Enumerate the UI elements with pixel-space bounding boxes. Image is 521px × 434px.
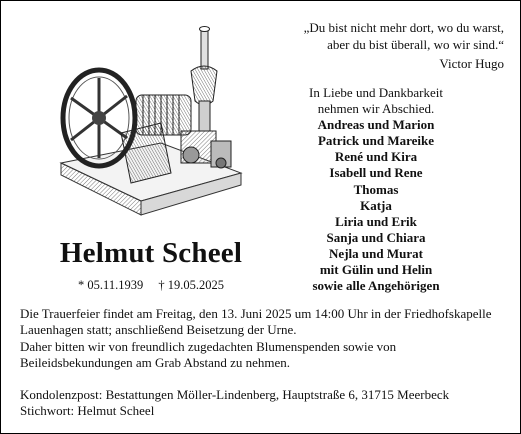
- mourner-name: mit Gülin und Helin: [319, 262, 433, 278]
- mourner-name: Patrick und Mareike: [317, 133, 435, 149]
- mourners-list: [276, 85, 476, 294]
- mourner-name: sowie alle Angehörigen: [312, 278, 440, 294]
- mourner-name: Isabell und Rene: [329, 165, 423, 181]
- deceased-name: Helmut Scheel: [59, 237, 243, 269]
- mourner-name: Nejla und Murat: [329, 245, 423, 261]
- mourner-name: Andreas und Marion: [317, 117, 435, 133]
- quote-line: aber du bist überall, wo wir sind.“: [327, 37, 504, 52]
- mourner-name: Sanja und Chiara: [326, 229, 426, 245]
- mourner-name: Thomas: [353, 181, 399, 197]
- notice-line: Beileidsbekundungen am Grab Abstand zu nehmen.: [20, 354, 291, 370]
- birth-date: * 05.11.1939: [78, 278, 144, 292]
- quote-author: Victor Hugo: [439, 56, 504, 71]
- mourner-name: Katja: [360, 197, 392, 213]
- life-dates: [41, 277, 261, 293]
- contact-line: Stichwort: Helmut Scheel: [20, 403, 155, 419]
- paragraph-spacer: [20, 371, 510, 387]
- quote-line: „Du bist nicht mehr dort, wo du warst,: [303, 20, 504, 35]
- notice-line: Daher bitten wir von freundlich zugedachten Blumenspenden sowie von: [20, 338, 397, 354]
- notice-line: Die Trauerfeier findet am Freitag, den 13. Juni 2025 um 14:00 Uhr in der Friedhofskapelle: [20, 306, 492, 321]
- contact-line: Kondolenzpost: Bestattungen Möller-Lindenberg, Hauptstraße 6, 31715 Meerbeck: [20, 387, 450, 403]
- steam-engine-icon: [41, 23, 251, 223]
- intro-line: In Liebe und Dankbarkeit: [309, 85, 443, 100]
- death-date: † 19.05.2025: [158, 278, 224, 292]
- notice-line: Lauenhagen statt; anschließend Beisetzung der Urne.: [20, 322, 297, 338]
- intro-line: nehmen wir Abschied.: [317, 101, 435, 117]
- mourner-name: René und Kira: [334, 149, 418, 165]
- mourner-name: Liria und Erik: [335, 213, 417, 229]
- funeral-notice: [20, 306, 510, 420]
